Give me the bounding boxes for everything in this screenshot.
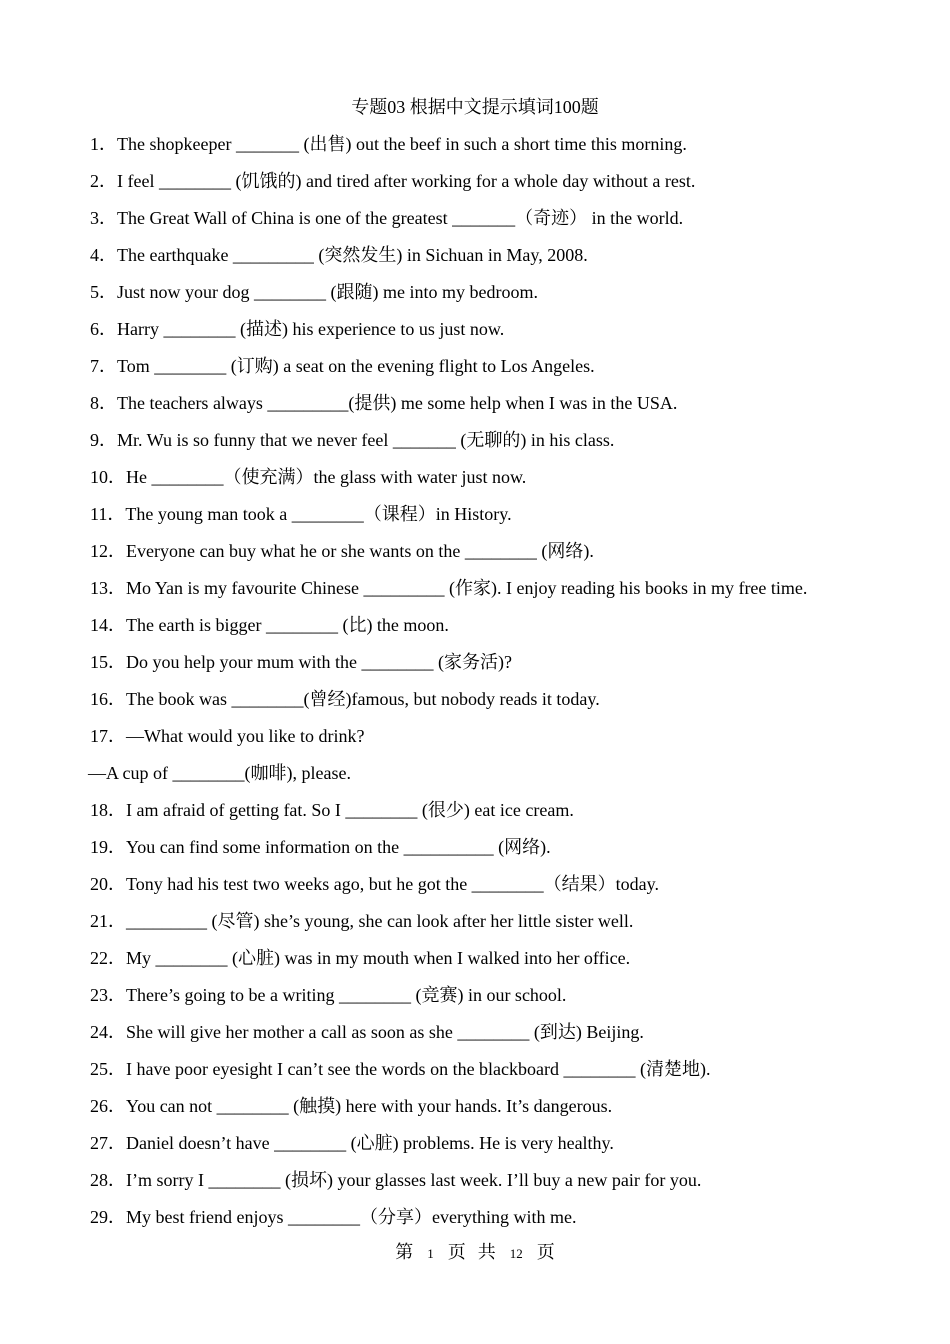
question-item: 26．You can not ________ (触摸) here with your hands. It’s dangerous.	[90, 1096, 613, 1116]
question-item: 20．Tony had his test two weeks ago, but he got the ________（结果）today.	[90, 874, 660, 894]
page-footer	[0, 1240, 950, 1266]
question-item: 25．I have poor eyesight I can’t see the words on the blackboard ________ (清楚地).	[90, 1059, 711, 1079]
question-item: 8．The teachers always _________(提供) me some help when I was in the USA.	[90, 393, 678, 413]
question-item: 1．The shopkeeper _______ (出售) out the beef in such a short time this morning.	[90, 134, 687, 154]
question-item: 29．My best friend enjoys ________（分享）everything with me.	[90, 1207, 577, 1227]
footer-page-number: 1	[427, 1246, 434, 1261]
question-item: 16．The book was ________(曾经)famous, but nobody reads it today.	[90, 689, 600, 709]
question-item: 10．He ________（使充满）the glass with water just now.	[90, 467, 527, 487]
footer-suffix: 页	[536, 1242, 555, 1262]
question-item: 7．Tom ________ (订购) a seat on the evening flight to Los Angeles.	[90, 356, 595, 376]
question-item: 15．Do you help your mum with the ________ (家务活)?	[90, 652, 512, 672]
question-item: 3．The Great Wall of China is one of the greatest _______（奇迹） in the world.	[90, 208, 684, 228]
page-title: 专题03 根据中文提示填词100题	[351, 97, 599, 117]
question-answer-line: —A cup of ________(咖啡), please.	[88, 763, 351, 783]
question-item: 4．The earthquake _________ (突然发生) in Sichuan in May, 2008.	[90, 245, 588, 265]
footer-total-pages: 12	[509, 1246, 523, 1261]
question-item: 28．I’m sorry I ________ (损坏) your glasses last week. I’ll buy a new pair for you.	[90, 1170, 702, 1190]
question-item: 5．Just now your dog ________ (跟随) me into my bedroom.	[90, 282, 538, 302]
question-item: 11．The young man took a ________（课程）in History.	[90, 504, 512, 524]
question-list	[90, 132, 910, 1242]
footer-word-total: 共	[477, 1242, 496, 1262]
question-item: 17．—What would you like to drink?	[90, 726, 365, 746]
question-item: 22．My ________ (心脏) was in my mouth when I walked into her office.	[90, 948, 631, 968]
question-item: 23．There’s going to be a writing ________ (竞赛) in our school.	[90, 985, 567, 1005]
question-item: 12．Everyone can buy what he or she wants on the ________ (网络).	[90, 541, 594, 561]
footer-prefix: 第	[395, 1242, 414, 1262]
question-item: 13．Mo Yan is my favourite Chinese _________ (作家). I enjoy reading his books in my free time.	[90, 578, 808, 598]
question-item: 24．She will give her mother a call as soon as she ________ (到达) Beijing.	[90, 1022, 644, 1042]
question-item: 6．Harry ________ (描述) his experience to us just now.	[90, 319, 505, 339]
question-item: 19．You can find some information on the __________ (网络).	[90, 837, 551, 857]
question-item: 21．_________ (尽管) she’s young, she can look after her little sister well.	[90, 911, 634, 931]
question-item: 18．I am afraid of getting fat. So I ________ (很少) eat ice cream.	[90, 800, 574, 820]
question-item: 14．The earth is bigger ________ (比) the moon.	[90, 615, 449, 635]
question-item: 9．Mr. Wu is so funny that we never feel _______ (无聊的) in his class.	[90, 430, 615, 450]
question-item: 2．I feel ________ (饥饿的) and tired after working for a whole day without a rest.	[90, 171, 696, 191]
question-item: 27．Daniel doesn’t have ________ (心脏) problems. He is very healthy.	[90, 1133, 614, 1153]
footer-word-page: 页	[447, 1242, 466, 1262]
